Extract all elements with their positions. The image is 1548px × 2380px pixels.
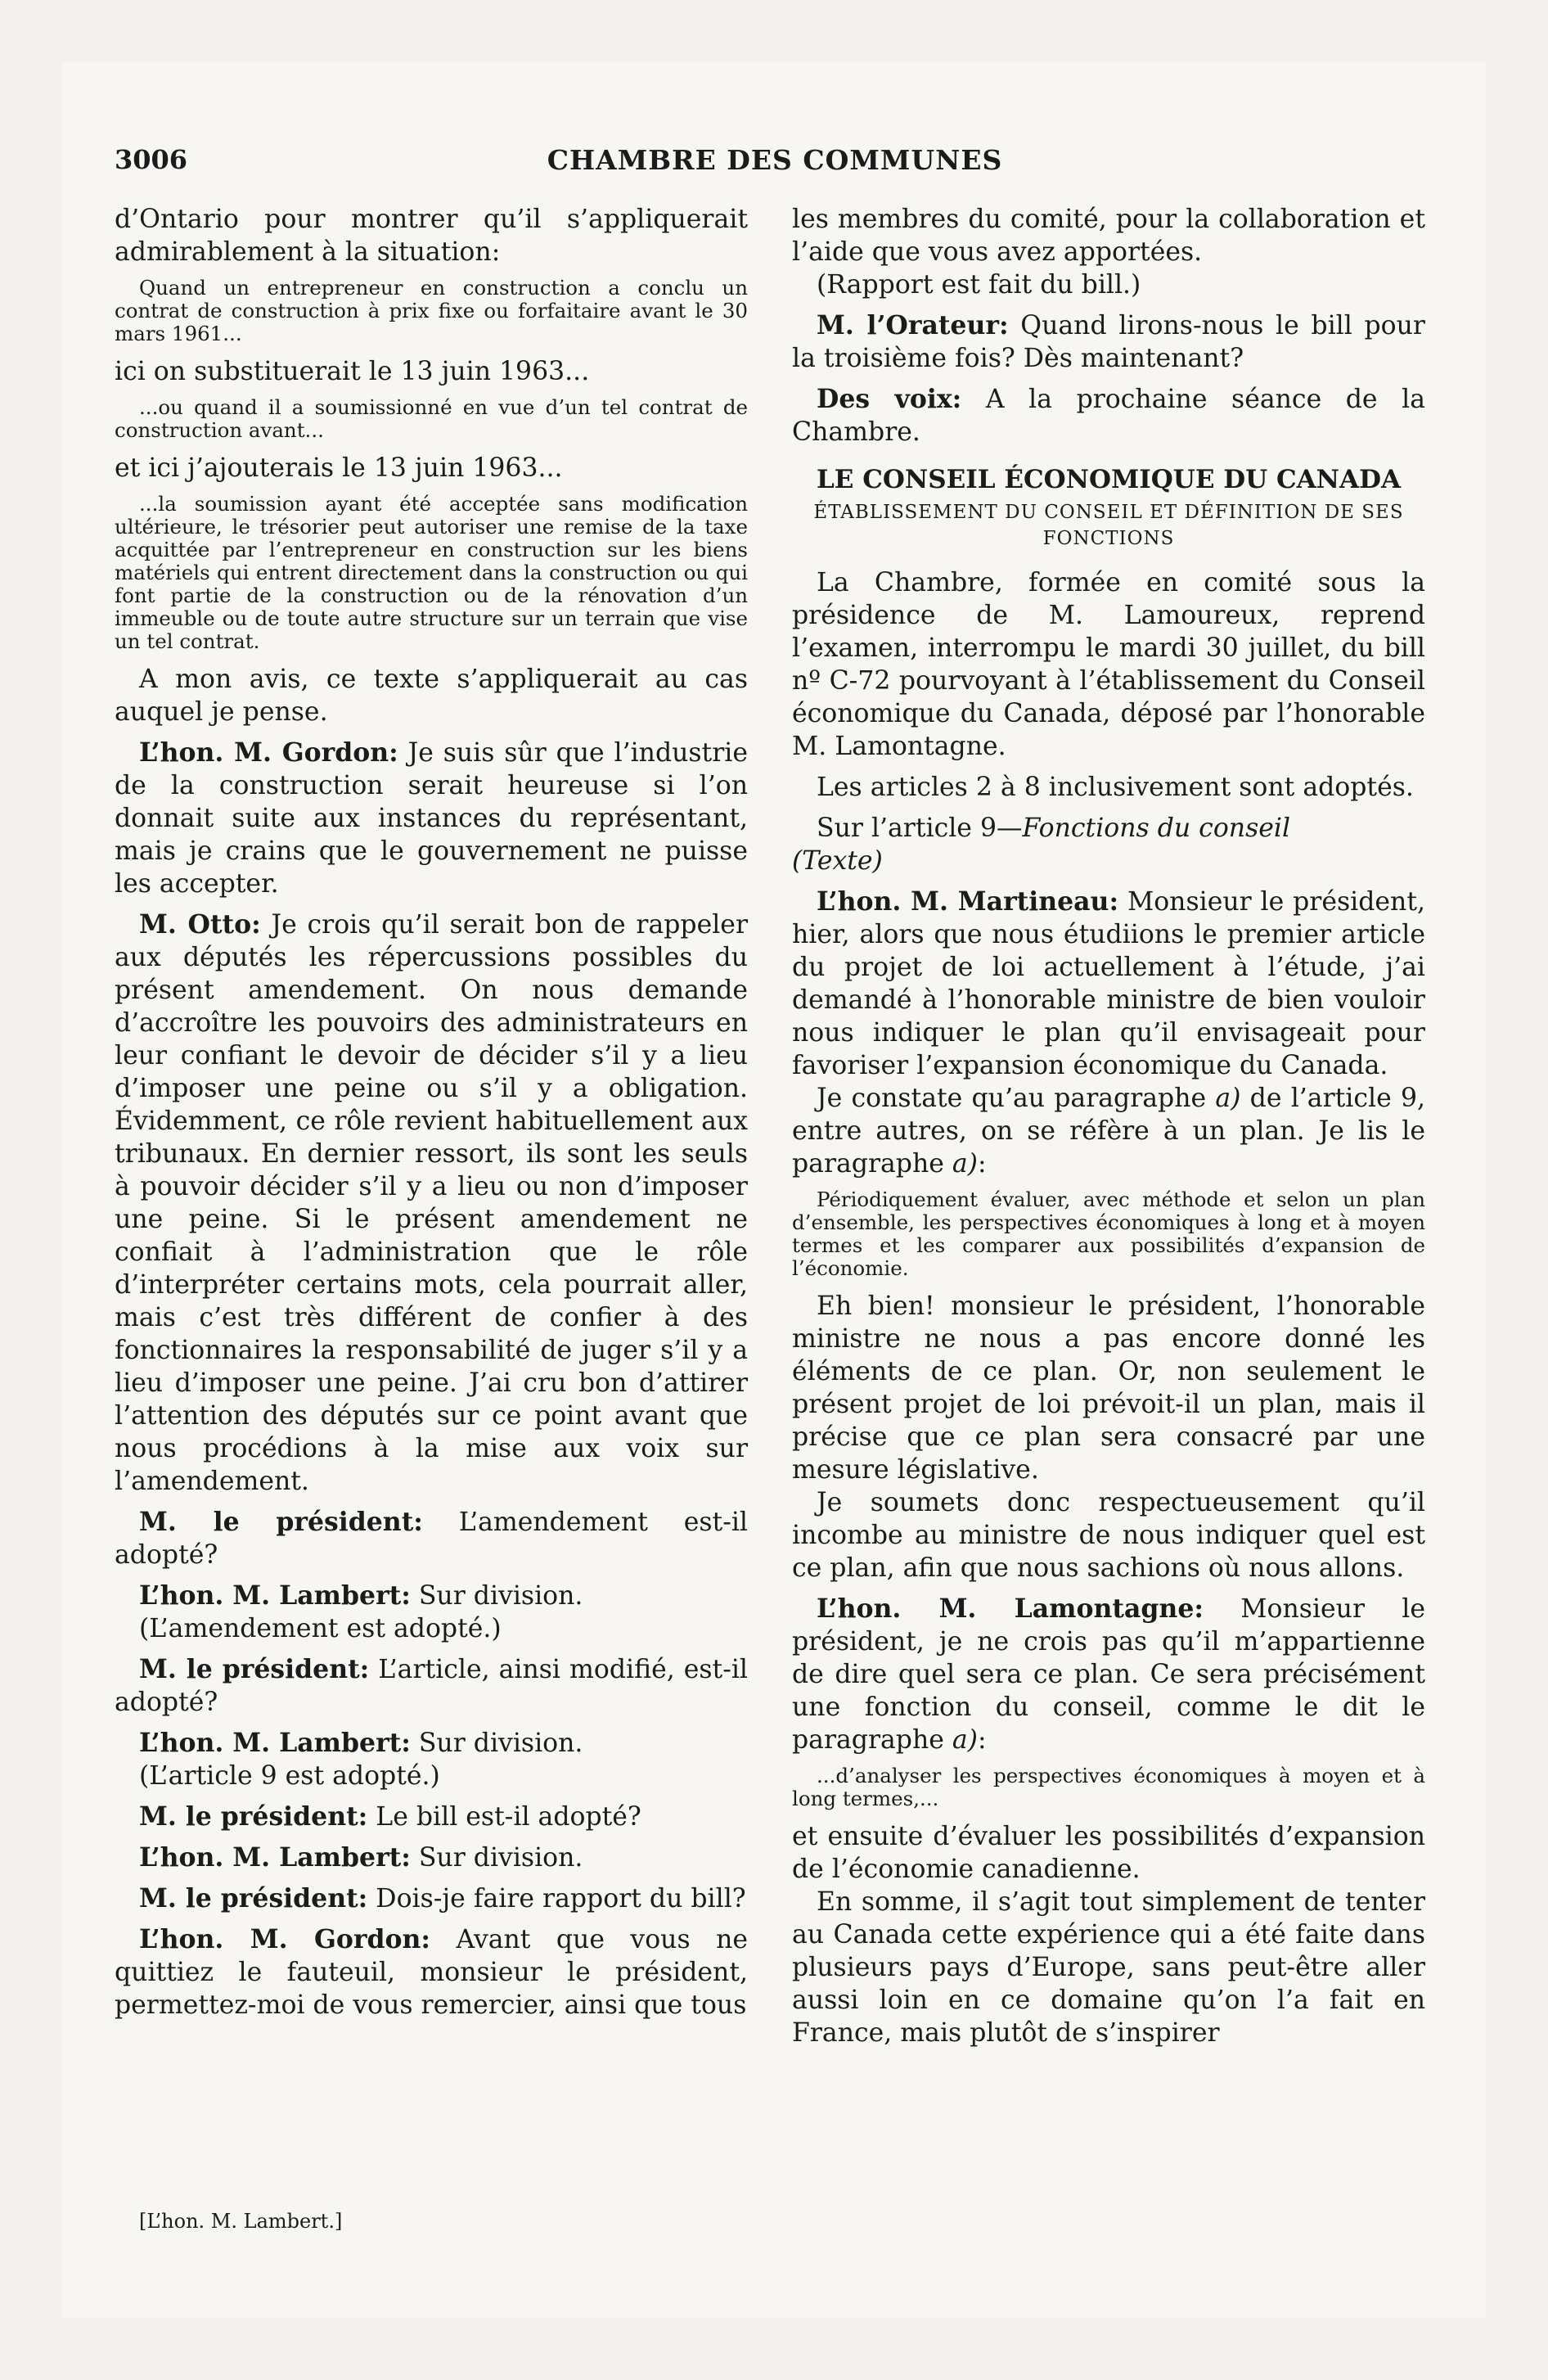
quotation: ...la soumission ayant été acceptée sans modification ultérieure, le trésorier peut autoriser une remise de la taxe acquittée par l’entrepreneur en construction sur les biens matériels qui entrent directement dans la construction ou qui font partie de la construction ou de la rénovation d’un immeuble ou de toute autre structure sur un terrain que vise un tel contrat. [115,492,748,653]
text-run: a) [952,1149,978,1179]
speech-text: Sur division. [410,1581,583,1611]
paragraph: les membres du comité, pour la collaboration et l’aide que vous avez apportées. [792,205,1425,267]
paragraph: Je soumets donc respectueusement qu’il incombe au ministre de nous indiquer quel est ce plan, afin que nous sachions où nous allons. [792,1488,1425,1583]
speaker-name: L’hon. M. Lambert: [139,1728,411,1758]
speaker-name: L’hon. M. Martineau: [817,886,1119,917]
clause-title [792,812,1425,845]
speech-text: a) [952,1725,978,1755]
speaker-name: L’hon. M. Lambert: [139,1842,411,1873]
quotation: ...ou quand il a soumissionné en vue d’un tel contrat de construction avant... [115,395,748,442]
speaker-name: M. le président: [139,1883,368,1913]
paragraph: (L’article 9 est adopté.) [139,1761,440,1791]
paragraph: ici on substituerait le 13 juin 1963... [115,357,590,386]
clause-prefix: Sur l’article 9— [817,814,1023,843]
speech-text: Je crois qu’il serait bon de rappeler aux députés les répercussions possibles du présent amendement. On nous demande d’accroître les pouvoirs des administrateurs en leur confiant le devoir de décider s’il y a lieu d’imposer une peine ou s’il y a obligation. Évidemment, ce rôle revient habituellement aux tribunaux. En dernier ressort, ils sont les seuls à pouvoir décider s’il y a lieu ou non d’imposer une peine. Si le présent amendement ne confiait à l’administration que le rôle d’interpréter certains mots, cela pourrait aller, mais c’est très différent de confier à des fonctionnaires la responsabilité de juger s’il y a lieu d’imposer une peine. J’ai cru bon d’attirer l’attention des députés sur ce point avant que nous procédions à la mise aux voix sur l’amendement. [115,910,749,1496]
speech-text: Dois-je faire rapport du bill? [367,1884,746,1913]
speech-text: Je suis sûr que l’industrie de la construction serait heureuse si l’on donnait suite aux instances du représentant, mais je crains que le gouvernement ne puisse les accepter. [115,738,748,899]
speaker-name: M. le président: [139,1801,368,1832]
speech-text: A la prochaine séance de la Chambre. [792,385,1425,447]
text-run: a) [1215,1084,1241,1113]
paragraph: Eh bien! monsieur le président, l’honorable ministre ne nous a pas encore donné les éléments de ce plan. Or, non seulement le présent projet de loi prévoit-il un plan, mais il précise que ce plan sera consacré par une mesure législative. [792,1291,1425,1485]
speech [115,1923,748,2022]
quotation: Quand un entrepreneur en construction a conclu un contrat de construction à prix fixe ou forfaitaire avant le 30 mars 1961... [115,276,748,345]
speech [115,1727,748,1760]
page-header [115,144,1435,180]
speech [792,1593,1425,1756]
section-subheading: ÉTABLISSEMENT DU CONSEIL ET DÉFINITION DE SES FONCTIONS [813,502,1404,549]
speech [115,1653,748,1719]
speaker-name: L’hon. M. Gordon: [139,737,398,768]
speaker-name: L’hon. M. Gordon: [139,1924,431,1954]
speaker-name: M. le président: [139,1507,423,1537]
speech-text: Avant que vous ne quittiez le fauteuil, monsieur le président, permettez-moi de vous remercier, ainsi que tous [115,1925,748,2020]
speech [115,1882,748,1915]
speech [115,1506,748,1571]
paragraph: En somme, il s’agit tout simplement de tenter au Canada cette expérience qui a été faite dans plusieurs pays d’Europe, sans peut-être aller aussi loin en ce domaine qu’on l’a fait en France, mais plutôt de s’inspirer [792,1887,1425,2048]
speech [792,886,1425,1082]
speech-text: Le bill est-il adopté? [367,1802,641,1832]
speaker-name: Des voix: [817,384,962,414]
text-run: : [977,1149,987,1179]
paragraph [792,1082,1425,1180]
left-column [115,203,748,2022]
speech-text: Sur division. [410,1843,583,1873]
paragraph [792,845,1425,877]
paragraph: et ici j’ajouterais le 13 juin 1963... [115,453,563,483]
speech-text: Quand lirons-nous le bill pour la troisième fois? Dès maintenant? [792,311,1425,373]
texte-label: (Texte) [792,846,883,876]
text-run: Je constate qu’au paragraphe [817,1084,1216,1113]
paragraph: et ensuite d’évaluer les possibilités d’expansion de l’économie canadienne. [792,1822,1425,1884]
paragraph: (Rapport est fait du bill.) [817,270,1141,300]
paragraph: (L’amendement est adopté.) [139,1614,502,1643]
speech [792,383,1425,449]
paragraph: d’Ontario pour montrer qu’il s’appliquerait admirablement à la situation: [115,205,748,267]
speech [115,1580,748,1612]
speaker-name: M. Otto: [139,909,261,940]
clause-name: Fonctions du conseil [1022,814,1291,843]
speaker-name: M. l’Orateur: [817,310,1009,340]
text-run: de l’article 9, entre autres, on se réfère à un plan. Je lis le paragraphe [792,1084,1425,1179]
speaker-name: M. le président: [139,1654,370,1684]
quotation: Périodiquement évaluer, avec méthode et selon un plan d’ensemble, les perspectives économiques à long et à moyen termes et les comparer aux possibilités d’expansion de l’économie. [792,1188,1425,1280]
section-heading: LE CONSEIL ÉCONOMIQUE DU CANADA [816,465,1401,494]
speech-text: : [977,1725,987,1755]
paragraph: A mon avis, ce texte s’appliquerait au cas auquel je pense. [115,665,748,727]
footer-note: [L’hon. M. Lambert.] [139,2210,343,2233]
speaker-name: L’hon. M. Lambert: [139,1580,411,1611]
speech-text: Sur division. [410,1729,583,1758]
speech [115,737,748,900]
quotation: ...d’analyser les perspectives économiques à moyen et à long termes,... [792,1764,1425,1810]
speech [115,1801,748,1833]
page-number: 3006 [115,144,188,175]
speech-text: Monsieur le président, hier, alors que nous étudiions le premier article du projet de loi actuellement à l’étude, j’ai demandé à l’honorable ministre de bien vouloir nous indiquer le plan qu’il envisageait pour favoriser l’expansion économique du Canada. [792,887,1425,1080]
speaker-name: L’hon. M. Lamontagne: [817,1593,1204,1624]
speech-text: Monsieur le président, je ne crois pas qu’il m’appartienne de dire quel sera ce plan. Ce sera précisément une fonction du conseil, comme le dit le paragraphe [792,1594,1425,1755]
right-column [792,203,1425,2049]
speech [115,908,748,1498]
paragraph: La Chambre, formée en comité sous la présidence de M. Lamoureux, reprend l’examen, interrompu le mardi 30 juillet, du bill nº C-72 pourvoyant à l’établissement du Conseil économique du Canada, déposé par l’honorable M. Lamontagne. [792,568,1425,761]
speech-text: L’article, ainsi modifié, est-il adopté? [115,1655,748,1717]
speech [115,1841,748,1874]
paragraph: Les articles 2 à 8 inclusivement sont adoptés. [817,773,1414,802]
speech [792,309,1425,375]
speech-text: L’amendement est-il adopté? [115,1508,748,1570]
running-title: CHAMBRE DES COMMUNES [547,144,1003,176]
